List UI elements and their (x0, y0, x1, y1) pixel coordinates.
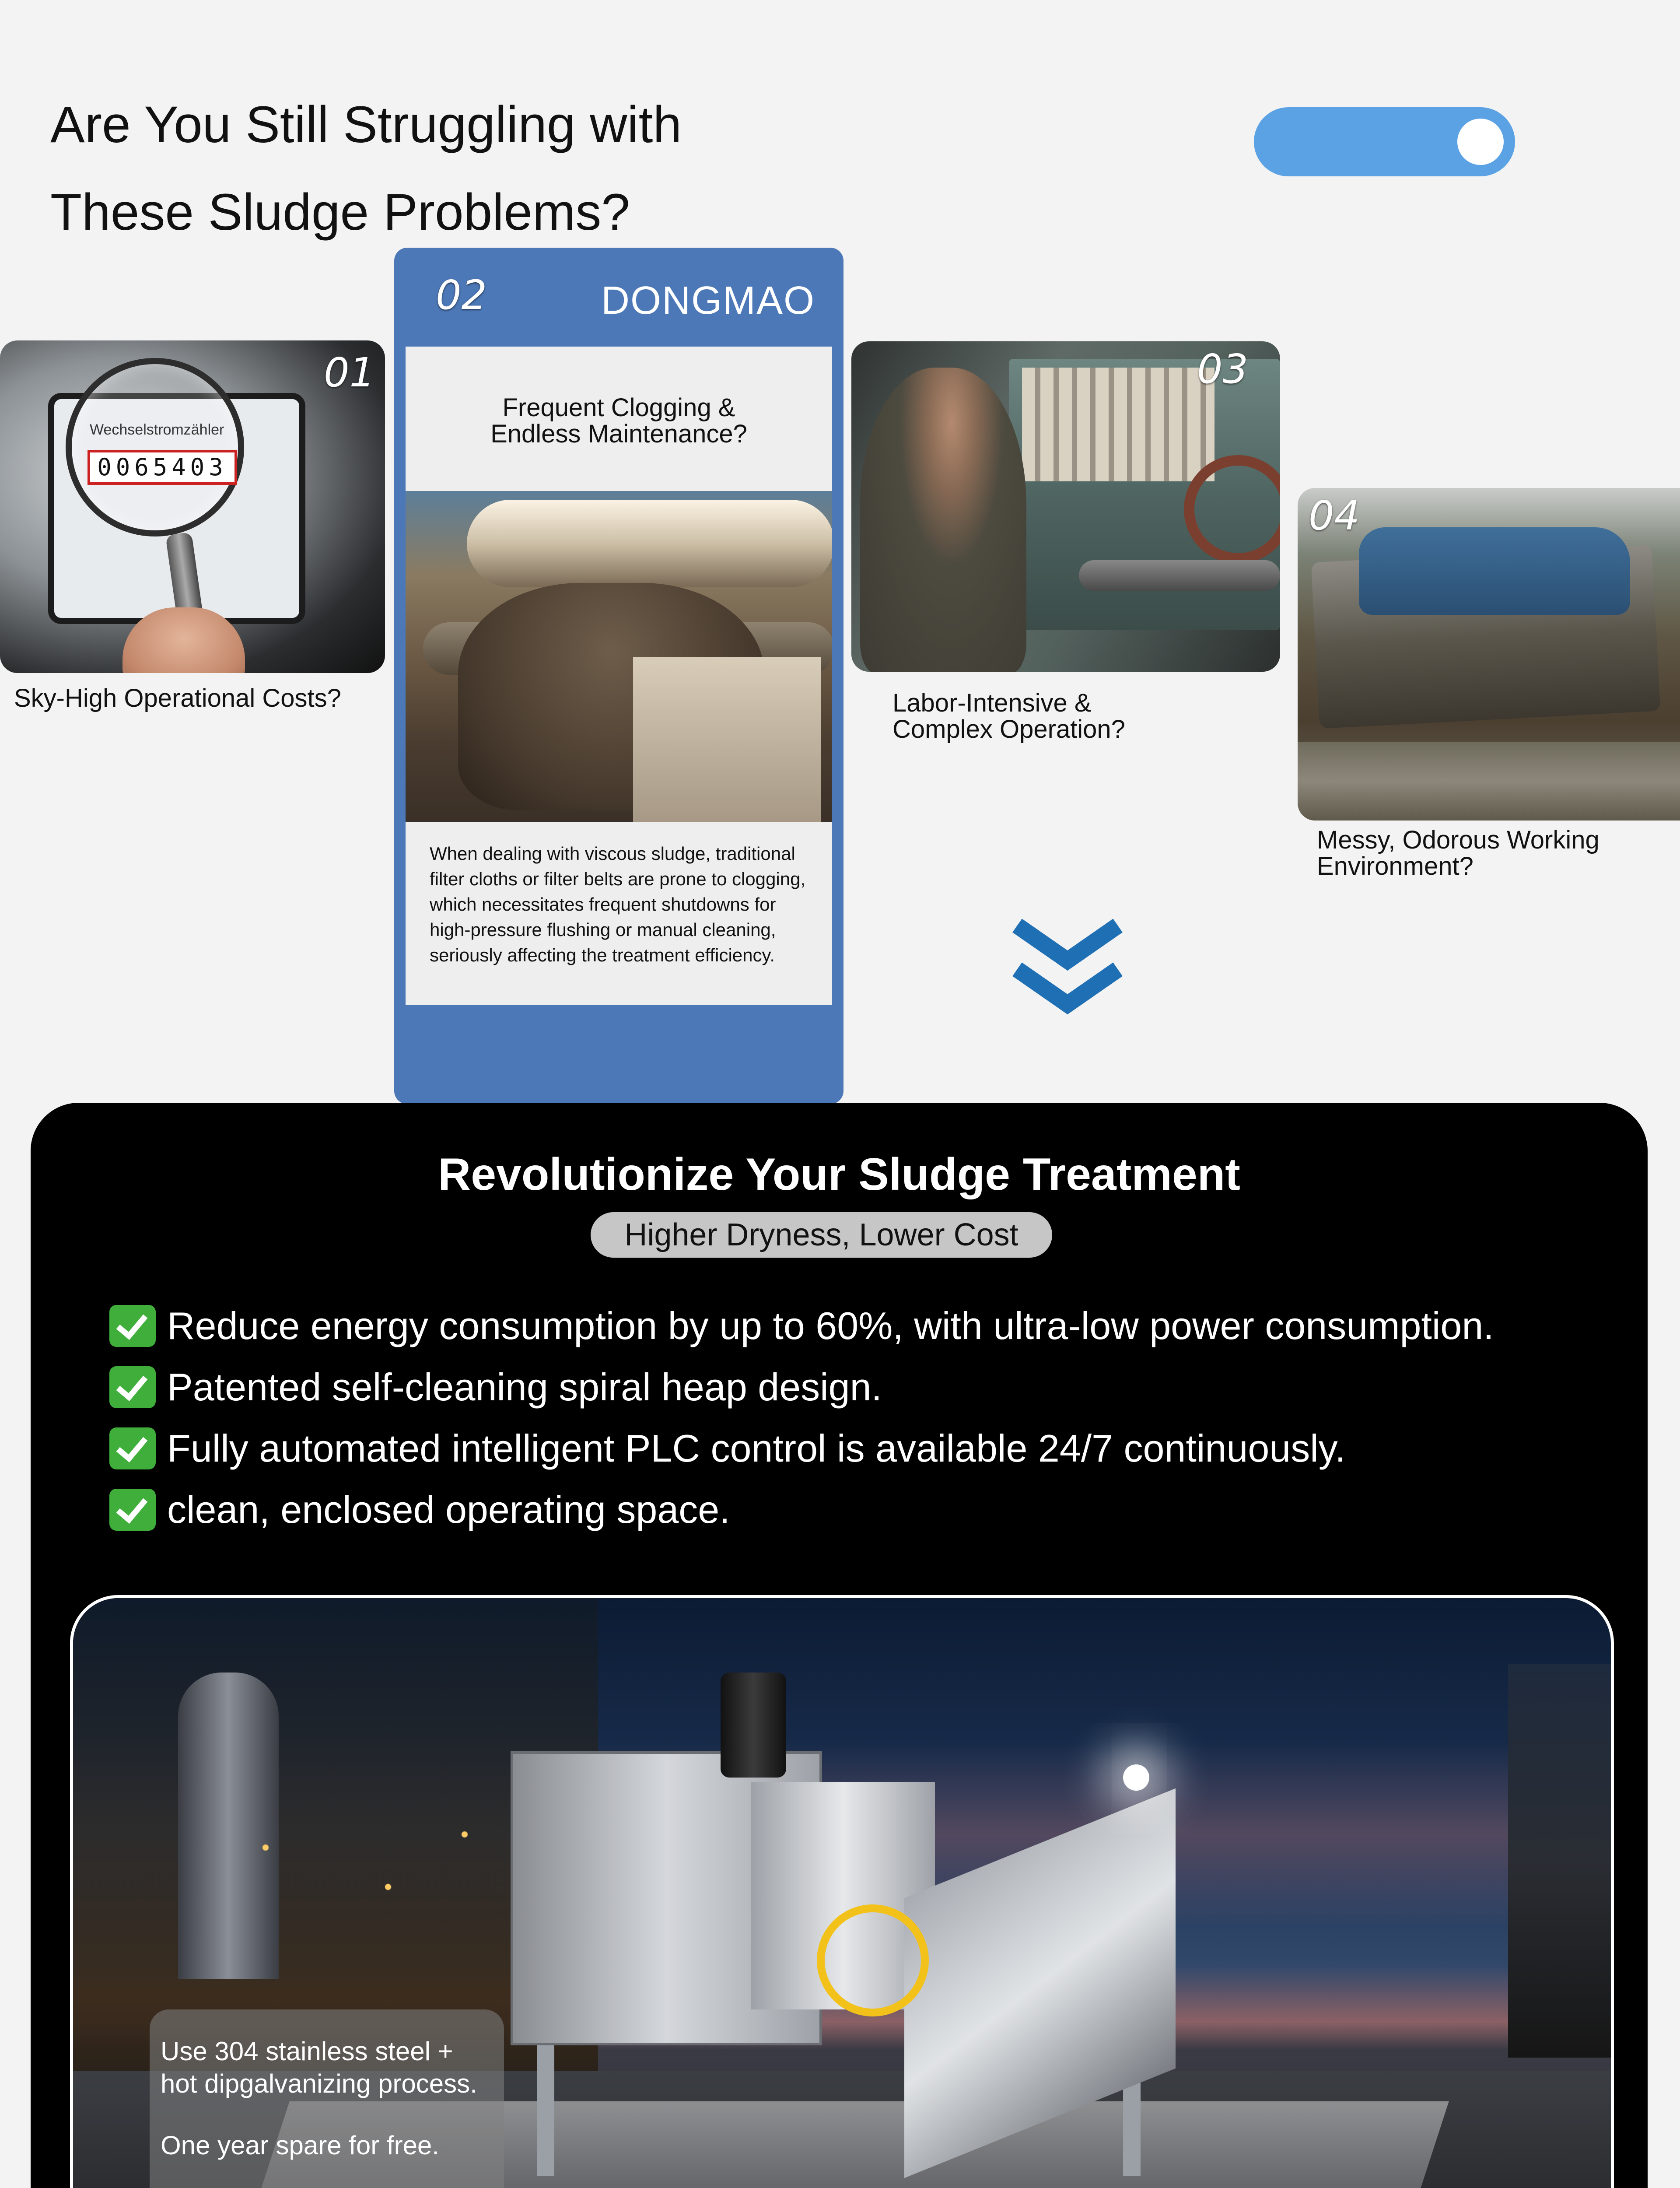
toggle-knob (1457, 119, 1504, 165)
problem-title-2 (406, 395, 832, 447)
problem-number-1: 01 (324, 349, 375, 396)
benefit-text: Reduce energy consumption by up to 60%, with ultra-low power consumption. (167, 1304, 1494, 1347)
benefit-item (109, 1479, 1597, 1540)
page-title-line2: These Sludge Problems? (50, 183, 630, 241)
check-mark-icon (109, 1366, 156, 1408)
problem-caption-3 (892, 690, 1125, 743)
spec-box (150, 2009, 504, 2188)
problem-caption-4 (1317, 827, 1600, 880)
spec-line-2: One year spare for free. (161, 2131, 439, 2160)
page-title (50, 81, 882, 256)
solution-title: Revolutionize Your Sludge Treatment (438, 1149, 1240, 1200)
problem-caption-4-line1: Messy, Odorous Working (1317, 826, 1600, 854)
motor (721, 1673, 786, 1778)
problem-title-2-line2: Endless Maintenance? (490, 420, 747, 448)
meter-reading: 0065403 (88, 450, 237, 485)
filter-plates (1022, 368, 1214, 481)
problem-card-2-content (406, 347, 832, 1005)
problem-title-2-line1: Frequent Clogging & (502, 393, 735, 422)
benefit-item (109, 1295, 1597, 1357)
double-chevron-down-icon (1011, 919, 1124, 1024)
mud-puddle (1298, 742, 1680, 820)
pipe (1079, 560, 1280, 591)
plant-lights (204, 1808, 511, 1939)
problem-number-3: 03 (1197, 346, 1249, 393)
problem-card-3-image (851, 341, 1280, 672)
benefit-item (109, 1357, 1597, 1418)
check-mark-icon (109, 1489, 156, 1531)
industrial-plant-right (1508, 1664, 1611, 2058)
problem-number-4: 04 (1309, 492, 1360, 539)
problem-card-1-image (0, 340, 385, 673)
magnifying-glass (66, 358, 244, 536)
problem-caption-1: Sky-High Operational Costs? (14, 684, 341, 712)
check-mark-icon (109, 1427, 156, 1469)
solution-panel (31, 1103, 1648, 2188)
product-photo (70, 1595, 1614, 2188)
blue-tarp (1359, 527, 1630, 615)
solution-subtitle-pill: Higher Dryness, Lower Cost (591, 1212, 1052, 1258)
worker (860, 368, 1026, 672)
benefit-list (109, 1295, 1597, 1540)
lamp-light (1123, 1764, 1149, 1791)
benefit-item (109, 1418, 1597, 1479)
problem-caption-4-line2: Environment? (1317, 852, 1474, 880)
toggle-switch[interactable] (1254, 107, 1515, 176)
problem-caption-3-line1: Labor-Intensive & (892, 689, 1092, 717)
spec-line-1a: Use 304 stainless steel + (161, 2037, 453, 2066)
filter-cloth (633, 657, 821, 822)
problem-card-2-image (406, 491, 832, 822)
benefit-text: Fully automated intelligent PLC control is available 24/7 continuously. (167, 1427, 1346, 1470)
page-title-line1: Are You Still Struggling with (50, 96, 682, 154)
problem-card-2-highlighted[interactable] (394, 248, 844, 1104)
meter-label: Wechselstromzähler (90, 421, 224, 438)
problem-caption-3-line2: Complex Operation? (892, 715, 1125, 743)
spec-line-1b: hot dipgalvanizing process. (161, 2069, 477, 2098)
yellow-hose (817, 1904, 929, 2016)
problem-description-2: When dealing with viscous sludge, traditional filter cloths or filter belts are prone to clogging, which necessitates frequent shutdowns for high-pressure flushing or manual cleaning, seriously affecting the treatment efficiency. (430, 843, 806, 965)
brand-name: DONGMAO (601, 279, 816, 323)
problem-card-4-image (1298, 488, 1680, 820)
problem-number-2: 02 (436, 272, 487, 319)
filter-roller (467, 500, 832, 587)
benefit-text: Patented self-cleaning spiral heap design. (167, 1365, 882, 1409)
check-mark-icon (109, 1305, 156, 1347)
benefit-text: clean, enclosed operating space. (167, 1488, 730, 1531)
